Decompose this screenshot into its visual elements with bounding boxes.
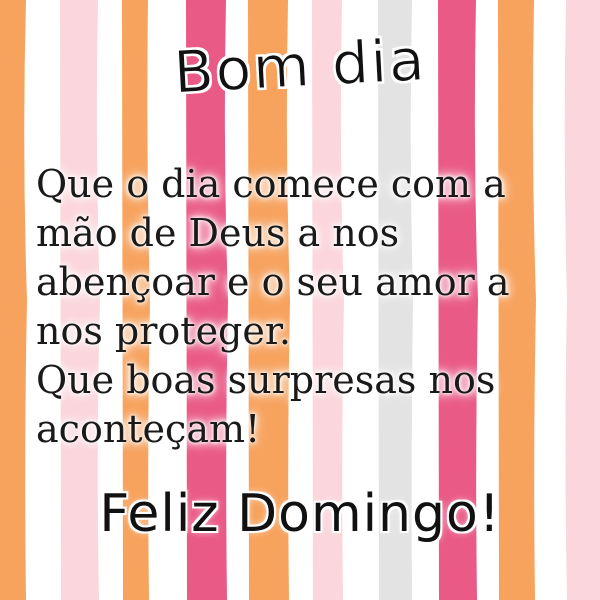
greeting-title: Bom dia <box>172 25 428 107</box>
message-line: aconteçam! <box>36 407 261 451</box>
message-line: mão de Deus a nos <box>36 211 400 255</box>
message-line: abençoar e o seu amor a <box>36 260 510 304</box>
closing-text: Feliz Domingo! <box>99 484 501 544</box>
greeting-message <box>36 160 576 454</box>
message-line: Que boas surpresas nos <box>36 358 496 402</box>
message-line: Que o dia comece com a <box>36 162 506 206</box>
message-line: nos proteger. <box>36 309 291 353</box>
